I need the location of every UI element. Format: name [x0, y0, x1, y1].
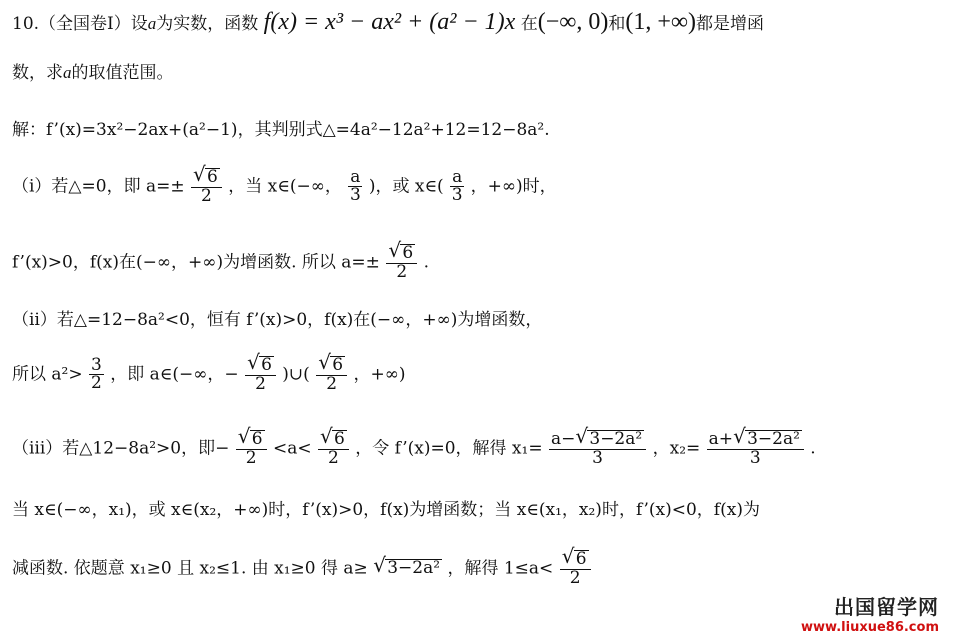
denominator: 2	[396, 261, 408, 282]
radicand: 6	[207, 167, 218, 187]
solution-text: ，+∞)	[353, 364, 406, 385]
function-expression: f(x) = x³ − ax² + (a² − 1)x	[263, 9, 516, 35]
fraction-sqrt6-over-2: √ 6 2	[191, 168, 222, 206]
solution-text: ，+∞)时，	[470, 176, 557, 197]
radicand: 3−2a²	[589, 429, 643, 449]
solution-line-1: 解：f’(x)=3x²−2ax+(a²−1)，其判别式△=4a²−12a²+12=12−8a².	[12, 120, 550, 140]
solution-text: 所以 a²>	[12, 364, 83, 385]
watermark-url: www.liuxue86.com	[801, 620, 939, 635]
radicand: 6	[261, 355, 272, 375]
fraction-sqrt6-over-2: √ 6 2	[560, 550, 591, 588]
denominator: 2	[201, 185, 212, 206]
watermark-text: 出国留学网	[834, 595, 939, 619]
denominator: 2	[245, 447, 257, 468]
radicand: 3−2a²	[387, 558, 441, 579]
denominator: 3	[592, 447, 603, 468]
solution-text: .	[810, 438, 816, 459]
solution-line-7: 当 x∈(−∞，x₁)，或 x∈(x₂，+∞)时，f’(x)>0，f(x)为增函数；当 x∈(x₁，x₂)时，f’(x)<0，f(x)为	[12, 500, 760, 520]
solution-text: )，或 x∈(	[368, 176, 444, 197]
solution-text: ，即 a∈(−∞，−	[110, 364, 239, 385]
solution-text: ，解得 1≤a<	[447, 558, 554, 579]
solution-line-3	[12, 238, 429, 282]
denominator: 3	[451, 185, 463, 206]
problem-text: 和	[608, 14, 626, 34]
fraction-3-over-2	[89, 354, 104, 394]
denominator: 2	[326, 373, 338, 394]
problem-line-1	[12, 10, 764, 34]
problem-text: 设	[130, 14, 148, 34]
problem-line-2	[12, 64, 174, 82]
radicand: 6	[334, 429, 345, 449]
radicand: 6	[251, 429, 263, 449]
fraction-x2: a+ √ 3−2a² 3	[707, 430, 804, 468]
interval-2: (1, +∞)	[625, 9, 696, 35]
denominator: 3	[349, 185, 361, 206]
solution-text: ，当 x∈(−∞，	[228, 176, 342, 197]
problem-text: 都是增函	[695, 14, 764, 34]
fraction-a-over-3	[348, 166, 362, 206]
solution-line-2	[12, 162, 557, 206]
solution-line-6	[12, 424, 816, 468]
problem-number: 10.	[12, 14, 40, 34]
radicand: 3−2a²	[747, 429, 800, 449]
solution-line-4: （ⅱ）若△=12−8a²<0，恒有 f’(x)>0，f(x)在(−∞，+∞)为增函数，	[12, 310, 543, 330]
denominator: 2	[569, 567, 581, 588]
interval-1: (−∞, 0)	[537, 9, 609, 35]
problem-text: 在	[520, 14, 538, 34]
solution-text: （ⅰ）若△=0，即 a=±	[12, 176, 185, 197]
fraction-sqrt6-over-2: √ 6 2	[318, 430, 349, 468]
numerator-prefix: a+	[708, 429, 734, 449]
solution-text: 减函数. 依题意 x₁≥0 且 x₂≤1. 由 x₁≥0 得 a≥	[12, 558, 368, 579]
variable-a: a	[63, 63, 72, 82]
fraction-a-over-3	[450, 166, 464, 206]
variable-a: a	[147, 14, 157, 33]
sqrt-expression: √ 3−2a²	[373, 553, 441, 579]
problem-text: 的取值范围。	[71, 63, 174, 83]
solution-text: ，x₂=	[652, 438, 701, 459]
fraction-sqrt6-over-2: √ 6 2	[386, 244, 417, 282]
fraction-sqrt6-over-2: √ 6 2	[245, 356, 276, 394]
solution-text: .	[423, 252, 429, 273]
numerator-prefix: a−	[550, 429, 576, 449]
solution-text: )∪(	[282, 364, 310, 385]
numerator: 3	[91, 354, 102, 375]
problem-text: 数，求	[12, 63, 63, 83]
solution-text: ，令 f’(x)=0，解得 x₁=	[355, 438, 543, 459]
problem-source: （全国卷Ⅰ）	[39, 14, 131, 34]
fraction-sqrt6-over-2: √ 6 2	[236, 430, 267, 468]
radicand: 6	[332, 355, 344, 375]
solution-text: <a<	[272, 438, 312, 459]
denominator: 2	[255, 373, 266, 394]
problem-text: 为实数，函数	[156, 14, 259, 34]
fraction-sqrt6-over-2: √ 6 2	[316, 356, 347, 394]
solution-text: （ⅲ）若△12−8a²>0，即−	[12, 438, 230, 459]
radicand: 6	[402, 243, 414, 263]
denominator: 2	[328, 447, 339, 468]
denominator: 2	[91, 373, 102, 394]
solution-line-5	[12, 350, 406, 394]
solution-line-8	[12, 544, 592, 588]
solution-text: f’(x)>0，f(x)在(−∞，+∞)为增函数. 所以 a=±	[12, 252, 380, 273]
numerator: a	[350, 166, 361, 187]
denominator: 3	[749, 447, 761, 468]
numerator: a	[452, 166, 463, 187]
watermark-logo	[801, 591, 939, 635]
radicand: 6	[575, 549, 587, 569]
fraction-x1: a− √ 3−2a² 3	[549, 430, 646, 468]
